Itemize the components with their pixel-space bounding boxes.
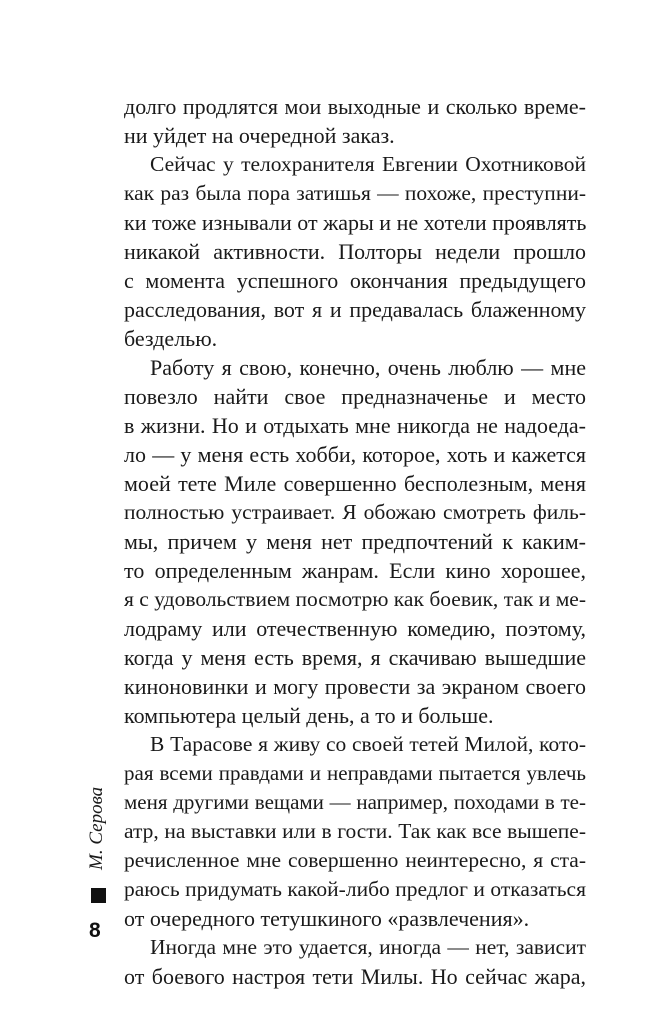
text-line: компьютера целый день, а то и больше.: [124, 703, 494, 728]
text-line: с момента успешного окончания предыдущего: [124, 268, 586, 293]
text-line: повезло найти свое предназначенье и место: [124, 384, 586, 409]
text-line: лодраму или отечественную комедию, поэтому,: [124, 616, 586, 641]
text-line: рая всеми правдами и неправдами пытается увлечь: [124, 761, 586, 785]
text-line: ни уйдет на очередной заказ.: [124, 123, 395, 148]
paragraph-first-line: В Тарасове я живу со своей тетей Милой, кото-: [150, 732, 586, 756]
text-line: то определенным жанрам. Если кино хорошее,: [124, 558, 586, 583]
running-head-author: М. Серова: [86, 786, 107, 870]
text-line: ло — у меня есть хобби, которое, хоть и кажется: [124, 442, 586, 467]
text-line: ки тоже изнывали от жары и не хотели проявлять: [124, 210, 587, 235]
text-line: киноновинки и могу провести за экраном своего: [124, 674, 586, 699]
text-line: меня другими вещами — например, походами в те-: [124, 790, 586, 814]
text-line: в жизни. Но и отдыхать мне никогда не надоеда-: [124, 413, 586, 438]
text-line: безделью.: [124, 326, 218, 351]
text-line: полностью устраивает. Я обожаю смотреть филь-: [124, 500, 586, 524]
square-marker-icon: [91, 888, 106, 903]
text-line: от очередного тетушкиного «развлечения».: [124, 906, 530, 931]
text-line: атр, на выставки или в гости. Так как все вышепе-: [124, 819, 586, 843]
body-text: [124, 92, 586, 991]
paragraph-first-line: Сейчас у телохранителя Евгении Охотниковой: [150, 152, 586, 176]
text-line: никакой активности. Полторы недели прошло: [124, 239, 586, 264]
text-line: мы, причем у меня нет предпочтений к каким-: [124, 529, 586, 554]
page-number: 8: [89, 919, 101, 942]
paragraph-first-line: Иногда мне это удается, иногда — нет, зависит: [150, 935, 586, 959]
text-line: долго продлятся мои выходные и сколько време-: [124, 94, 586, 119]
text-line: раюсь придумать какой-либо предлог и отказаться: [124, 877, 586, 901]
text-line: я с удовольствием посмотрю как боевик, так и ме-: [124, 587, 586, 611]
text-line: когда у меня есть время, я скачиваю вышедшие: [124, 645, 586, 670]
text-line: как раз была пора затишья — похоже, преступни-: [124, 181, 586, 205]
text-line: расследования, вот я и предавалась блаженному: [124, 297, 586, 322]
text-line: от боевого настроя тети Милы. Но сейчас жара,: [124, 964, 586, 989]
text-line: речисленное мне совершенно неинтересно, я ста-: [124, 848, 586, 872]
text-line: моей тете Миле совершенно бесполезным, меня: [124, 471, 586, 496]
paragraph-first-line: Работу я свою, конечно, очень люблю — мне: [150, 355, 586, 380]
